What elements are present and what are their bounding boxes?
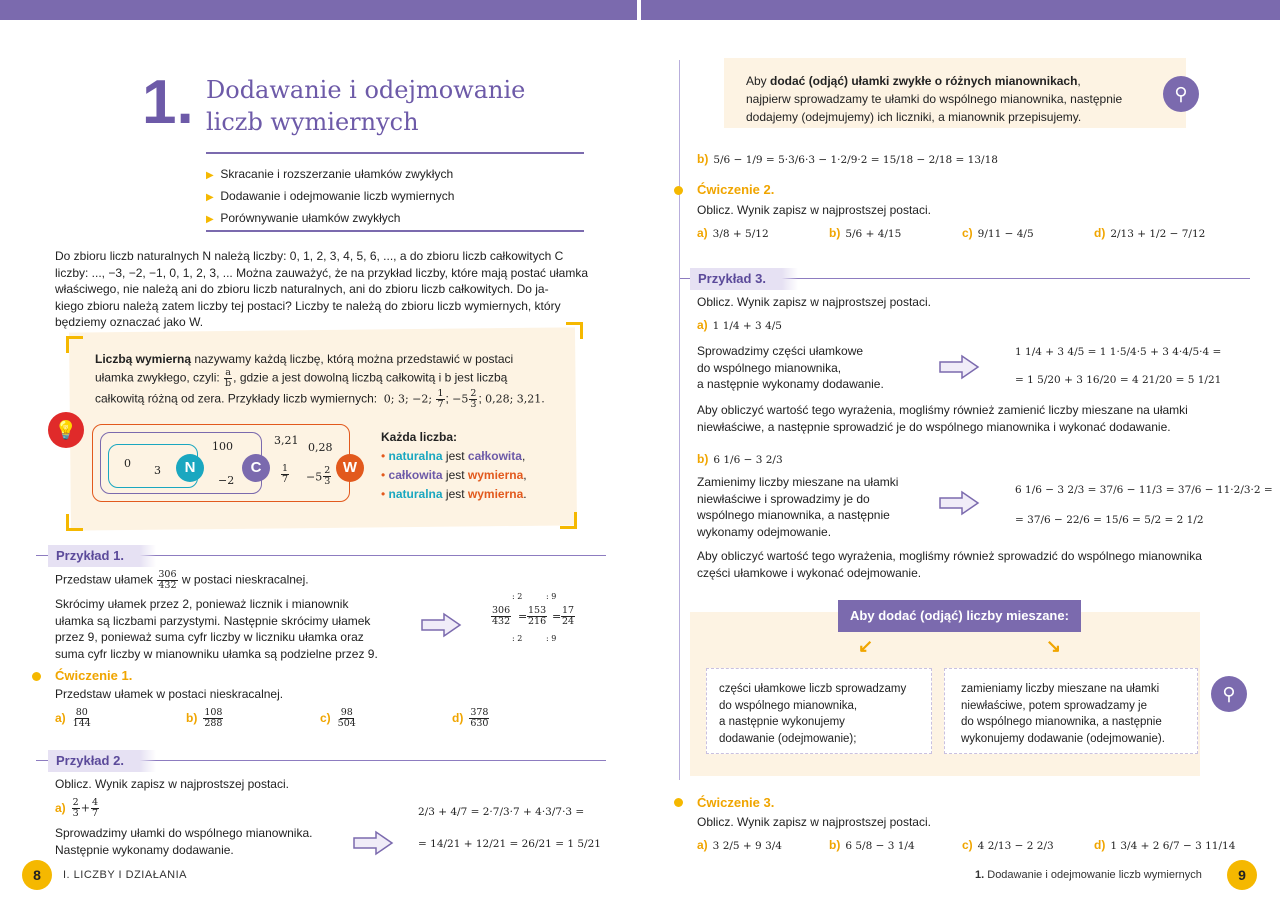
topics-rule-top — [206, 152, 584, 154]
exercise1-option: d) $\frac{378}{630}$ — [452, 707, 489, 729]
topic-item: ▶ Porównywanie ułamków zwykłych — [206, 211, 401, 225]
intro-paragraph — [55, 248, 590, 331]
intro-line: Do zbioru liczb naturalnych N należą liczby: 0, 1, 2, 3, 4, 5, 6, ..., a do zbioru liczb całkowitych C — [55, 249, 564, 263]
pin-icon: ⚲ — [1211, 676, 1247, 712]
footer-left-label: I. LICZBY I DZIAŁANIA — [63, 869, 187, 881]
definition-corner-bl — [66, 514, 83, 531]
example2-calc-line1: 2/3 + 4/7 = 2·7/3·7 + 4·3/7·3 = — [418, 806, 585, 818]
exercise2-option: d) 2/13 + 1/2 − 7/12 — [1094, 226, 1206, 240]
exercise2-option: b) 5/6 + 4/15 — [829, 226, 902, 240]
exercise3-task: Oblicz. Wynik zapisz w najprostszej postaci. — [697, 815, 931, 829]
venn-value: $\frac{1}{7}$ — [282, 463, 289, 485]
exercise1-marker — [32, 672, 41, 681]
venn-label-w: W — [336, 454, 364, 482]
exercise2-title: Ćwiczenie 2. — [697, 182, 775, 197]
example3-b-calc-line1: 6 1/6 − 3 2/3 = 37/6 − 11/3 = 37/6 − 11·2/3·2 = — [1015, 484, 1273, 496]
definition-line2: ułamka zwykłego, czyli: $\frac{a}{b}$ , gdzie a jest dowolną liczbą całkowitą i b jest liczbą — [95, 367, 508, 389]
example3-a-calc-line2: = 1 5/20 + 3 16/20 = 4 21/20 = 5 1/21 — [1015, 374, 1222, 386]
example3-task: Oblicz. Wynik zapisz w najprostszej postaci. — [697, 295, 931, 309]
exercise1-option: a) $\frac{80}{144}$ — [55, 707, 91, 729]
exercise1-task: Przedstaw ułamek w postaci nieskracalnej. — [55, 687, 284, 701]
venn-value: −2 — [218, 474, 235, 487]
mixed-box-left: części ułamkowe liczb sprowadzamy do wspólnego mianownika, a następnie wykonujemy dodawanie (odejmowanie); — [706, 668, 932, 754]
exercise1-option: b) $\frac{108}{288}$ — [186, 707, 223, 729]
exercise3-title: Ćwiczenie 3. — [697, 795, 775, 810]
venn-value: 100 — [212, 440, 233, 453]
right-vertical-rule — [679, 60, 680, 780]
topic-item: ▶ Skracanie i rozszerzanie ułamków zwykłych — [206, 167, 454, 181]
intro-line: właściwego, nie należą ani do zbioru liczb naturalnych, ani do zbioru liczb całkowitych. Do ja- — [55, 282, 549, 296]
intro-line: liczby: ..., −3, −2, −1, 0, 1, 2, 3, ... Można zauważyć, że na przykład liczby, które mają postać ułamka — [55, 265, 589, 280]
mixed-box-right: zamieniamy liczby mieszane na ułamki niewłaściwe, potem sprowadzamy je do wspólnego mianownika, a następnie wykonujemy dodawanie (odejmowanie). — [944, 668, 1198, 754]
example1-calc: : 2 : 9 $\frac{306}{432}$ = $\frac{153}{216}$ = $\frac{17}{24}$ : 2 : 9 — [492, 592, 575, 643]
example2-calc-line2: = 14/21 + 12/21 = 26/21 = 1 5/21 — [418, 838, 601, 850]
venn-rules — [381, 428, 527, 504]
example2-a: a) $\frac{2}{3}$ + $\frac{4}{7}$ — [55, 797, 98, 819]
chapter-title-line1: Dodawanie i odejmowanie — [206, 76, 526, 104]
exercise1-title: Ćwiczenie 1. — [55, 668, 133, 683]
example3-note2: Aby obliczyć wartość tego wyrażenia, mogliśmy również sprowadzić do wspólnego mianownika części ułamkowe i wykonać odejmowanie. — [697, 549, 1202, 580]
example3-title: Przykład 3. — [690, 268, 798, 290]
lightbulb-icon: 💡 — [48, 412, 84, 448]
topics-list — [206, 164, 454, 230]
mixed-box-heading: Aby dodać (odjąć) liczby mieszane: — [838, 600, 1081, 632]
arrow-icon — [938, 354, 980, 380]
intro-line: kiego zbioru należą zatem liczby tej postaci? Liczby te należą do zbioru liczb wymiernych, który — [55, 298, 561, 313]
example3-a: a) 1 1/4 + 3 4/5 — [697, 318, 782, 332]
definition-text — [95, 350, 560, 410]
exercise1-option: c) $\frac{98}{504}$ — [320, 707, 356, 729]
definition-line1: Liczbą wymierną nazywamy każdą liczbę, którą można przedstawić w postaci — [95, 352, 514, 366]
definition-line3: całkowitą różną od zera. Przykłady liczb wymiernych: 0; 3; −2; $\frac{1}{7}$ ; −5 $\frac{2}{3}$ ; 0,28; 3,21. — [95, 388, 545, 410]
page-number-right: 9 — [1227, 860, 1257, 890]
rule-text: Aby dodać (odjąć) ułamki zwykłe o różnych mianownikach, najpierw sprowadzamy te ułamki do wspólnego mianownika, następnie dodajemy (odejmujemy) ich liczniki, a mianownik przepisujemy. — [746, 74, 1123, 124]
exercise2-task: Oblicz. Wynik zapisz w najprostszej postaci. — [697, 203, 931, 217]
chapter-title-line2: liczb wymiernych — [206, 108, 419, 136]
example2-b: b) 5/6 − 1/9 = 5·3/6·3 − 1·2/9·2 = 15/18 − 2/18 = 13/18 — [697, 152, 998, 166]
venn-value: 3 — [154, 464, 161, 477]
topics-rule-bottom — [206, 230, 584, 232]
example3-note1: Aby obliczyć wartość tego wyrażenia, mogliśmy również zamienić liczby mieszane na ułamki niewłaściwe, a następnie sprowadzić je do wspólnego mianownika i wykonać dodawanie. — [697, 403, 1188, 434]
example2-title: Przykład 2. — [48, 750, 156, 772]
definition-corner-tl — [66, 336, 83, 353]
exercise2-option: c) 9/11 − 4/5 — [962, 226, 1034, 240]
exercise3-option: d) 1 3/4 + 2 6/7 − 3 11/14 — [1094, 838, 1236, 852]
arrow-icon — [938, 490, 980, 516]
venn-rule: • naturalna jest wymierna. — [381, 487, 527, 501]
venn-value: 0,28 — [308, 441, 333, 454]
exercise2-marker — [674, 186, 683, 195]
exercise3-option: b) 6 5/8 − 3 1/4 — [829, 838, 915, 852]
venn-rule: • naturalna jest całkowita, — [381, 449, 526, 463]
arrow-icon — [420, 612, 462, 638]
page-number-left: 8 — [22, 860, 52, 890]
example3-b-calc-line2: = 37/6 − 22/6 = 15/6 = 5/2 = 2 1/2 — [1015, 514, 1204, 526]
example3-b: b) 6 1/6 − 3 2/3 — [697, 452, 783, 466]
venn-label-c: C — [242, 454, 270, 482]
example1-task: Przedstaw ułamek $\frac{306}{432}$ w postaci nieskracalnej. — [55, 569, 309, 591]
top-bar-right — [641, 0, 1280, 20]
arrow-down-icon: ↙ — [858, 636, 874, 656]
example3-a-explain: Sprowadzimy części ułamkowe do wspólnego mianownika, a następnie wykonamy dodawanie. — [697, 344, 884, 391]
exercise3-marker — [674, 798, 683, 807]
arrow-icon — [352, 830, 394, 856]
example3-b-explain: Zamienimy liczby mieszane na ułamki niewłaściwe i sprowadzimy je do wspólnego mianownika, a następnie wykonamy odejmowanie. — [697, 475, 899, 539]
exercise3-option: c) 4 2/13 − 2 2/3 — [962, 838, 1054, 852]
pin-icon: ⚲ — [1163, 76, 1199, 112]
example1-explain: Skrócimy ułamek przez 2, ponieważ licznik i mianownik ułamka są liczbami parzystymi. Następnie skrócimy ułamek przez 9, ponieważ suma cyfr liczby w liczniku ułamka oraz suma cyfr liczby w mianowniku ułamka są podzielne przez 9. — [55, 597, 378, 661]
topic-item: ▶ Dodawanie i odejmowanie liczb wymiernych — [206, 189, 455, 203]
example1-title: Przykład 1. — [48, 545, 156, 567]
arrow-down-icon: ↘ — [1046, 636, 1062, 656]
venn-value: 0 — [124, 457, 131, 470]
definition-corner-br — [560, 512, 577, 529]
venn-rule: • całkowita jest wymierna, — [381, 468, 527, 482]
example3-a-calc-line1: 1 1/4 + 3 4/5 = 1 1·5/4·5 + 3 4·4/5·4 = — [1015, 346, 1222, 358]
intro-line: będziemy oznaczać jako W. — [55, 315, 204, 329]
venn-rules-heading: Każda liczba: — [381, 430, 458, 444]
definition-corner-tr — [566, 322, 583, 339]
venn-label-n: N — [176, 454, 204, 482]
footer-right-label: 1. Dodawanie i odejmowanie liczb wymiernych — [975, 869, 1202, 881]
venn-value: 3,21 — [274, 434, 299, 447]
exercise2-option: a) 3/8 + 5/12 — [697, 226, 769, 240]
exercise3-option: a) 3 2/5 + 9 3/4 — [697, 838, 782, 852]
venn-value: −5 $\frac{2}{3}$ — [306, 465, 331, 487]
chapter-number: 1. — [142, 68, 194, 137]
example2-task: Oblicz. Wynik zapisz w najprostszej postaci. — [55, 777, 289, 791]
top-bar-left — [0, 0, 637, 20]
example2-explain: Sprowadzimy ułamki do wspólnego mianownika. Następnie wykonamy dodawanie. — [55, 826, 313, 857]
